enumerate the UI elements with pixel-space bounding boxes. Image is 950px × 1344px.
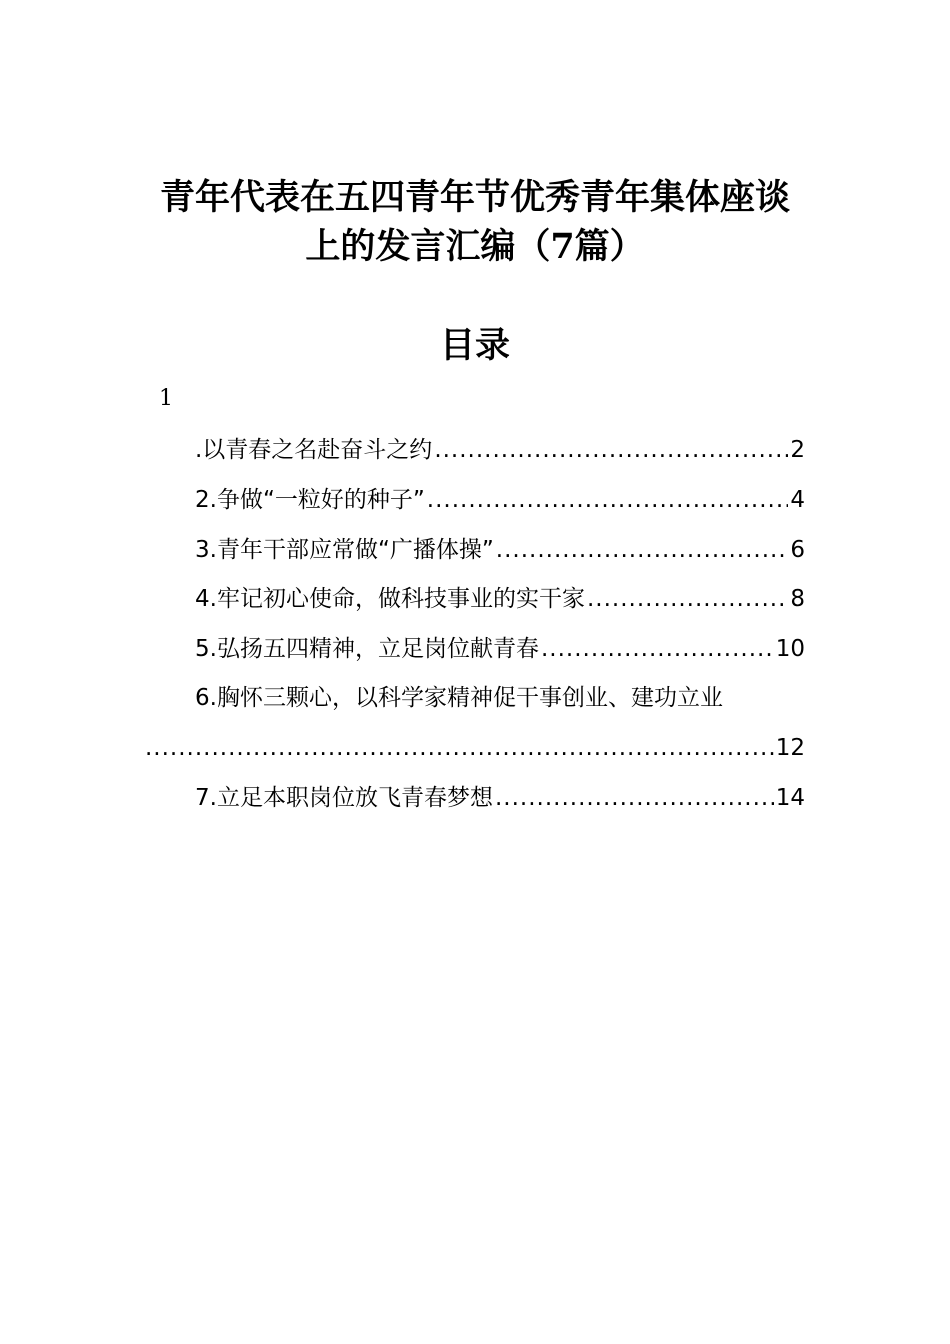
toc-entry[interactable] bbox=[195, 782, 805, 814]
toc-page-number: 6 bbox=[790, 537, 805, 563]
toc-entry[interactable] bbox=[195, 633, 805, 665]
toc-entry[interactable] bbox=[145, 732, 805, 764]
toc-entry-text: 4.牢记初心使命，做科技事业的实干家 bbox=[195, 586, 585, 612]
toc-entry[interactable] bbox=[195, 583, 805, 615]
toc-entry[interactable] bbox=[195, 534, 805, 566]
toc-entry-text: 2.争做“一粒好的种子” bbox=[195, 487, 425, 513]
toc-entry-text: 3.青年干部应常做“广播体操” bbox=[195, 537, 494, 563]
toc-page-number: 4 bbox=[790, 487, 805, 513]
toc-dot-leader bbox=[587, 583, 788, 615]
toc-entry-text: .以青春之名赴奋斗之约 bbox=[195, 437, 433, 463]
toc-page-number: 8 bbox=[790, 586, 805, 612]
toc-dot-leader bbox=[495, 782, 774, 814]
toc-dot-leader bbox=[541, 633, 774, 665]
toc-dot-leader bbox=[145, 732, 774, 764]
toc-page-number: 2 bbox=[790, 437, 805, 463]
toc-entry[interactable] bbox=[195, 484, 805, 516]
toc-dot-leader bbox=[427, 484, 789, 516]
list-marker: 1 bbox=[159, 386, 173, 411]
toc-dot-leader bbox=[434, 434, 788, 466]
document-title-line-2: 上的发言汇编（7篇） bbox=[305, 226, 645, 267]
document-title-line-1: 青年代表在五四青年节优秀青年集体座谈 bbox=[159, 177, 790, 218]
toc-entry-text[interactable]: 6.胸怀三颗心，以科学家精神促干事创业、建功立业 bbox=[195, 685, 723, 711]
toc-entry[interactable] bbox=[195, 434, 805, 466]
toc-page-number: 14 bbox=[775, 785, 805, 811]
toc-page-number: 10 bbox=[775, 636, 805, 662]
toc-entry-text: 5.弘扬五四精神，立足岗位献青春 bbox=[195, 636, 539, 662]
toc-entry-text: 7.立足本职岗位放飞青春梦想 bbox=[195, 785, 493, 811]
toc-heading: 目录 bbox=[439, 325, 510, 366]
toc-dot-leader bbox=[496, 534, 789, 566]
toc-page-number: 12 bbox=[775, 735, 805, 761]
